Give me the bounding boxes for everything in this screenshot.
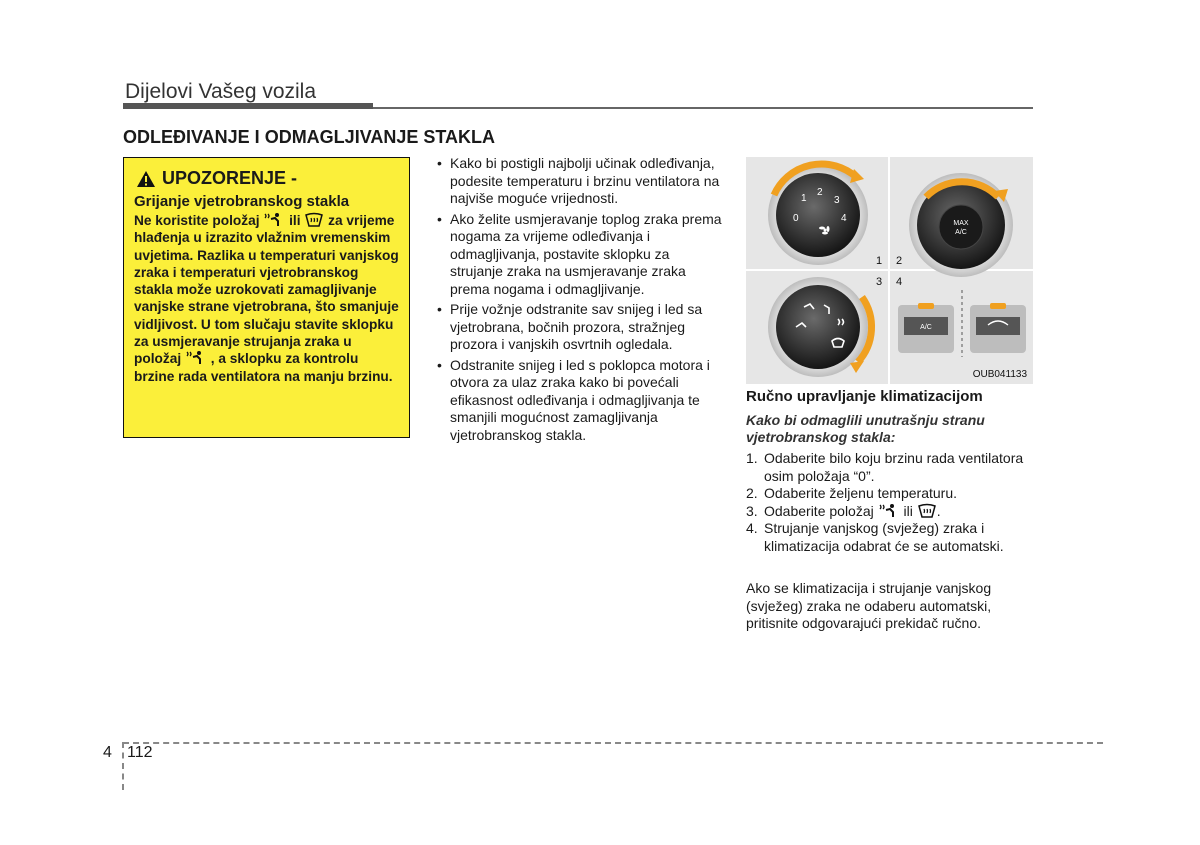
warning-box	[123, 157, 410, 438]
defrost-floor-icon	[878, 503, 900, 519]
section-title: ODLEĐIVANJE I ODMAGLJIVANJE STAKLA	[123, 127, 496, 147]
step-number: 3.	[746, 502, 758, 519]
footer-divider-vertical	[122, 742, 124, 790]
ac-button	[898, 303, 954, 353]
fan-speed-label: 2	[817, 187, 823, 198]
step-text: Strujanje vanjskog (svježeg) zraka i klimatizacija odabrat će se automatski.	[764, 520, 1004, 554]
warning-label: UPOZORENJE -	[162, 168, 298, 188]
step-text: Odaberite bilo koju brzinu rada ventilatora osim položaja “0”.	[764, 450, 1024, 484]
chapter-number: 4	[103, 744, 112, 761]
fan-speed-label: 3	[834, 195, 840, 206]
step-number: 4.	[746, 520, 758, 536]
max-ac-label: A/C	[955, 229, 967, 236]
panel-number: 2	[896, 255, 903, 267]
warning-text-2: za vrijeme hlađenja u izrazito vlažnim vremenskim uvjetima. Razlika u temperaturi vanjskog zraka i temperaturi vjetrobranskog stakla može uzrokovati zamagljivanje vanjske strane vjetrobrana, što smanjuje vidljivost. U tom slučaju stavite sklopku za usmjeravanje strujanja zraka u položaj	[134, 213, 399, 367]
panel-number: 1	[876, 255, 883, 267]
warning-header	[136, 168, 399, 189]
manual-note: Ako se klimatizacija i strujanje vanjskog (svježeg) zraka ne odaberu automatski, pritisnite odgovarajući prekidač ručno.	[746, 580, 992, 631]
defrost-tips	[437, 155, 725, 447]
step-number: 1.	[746, 450, 758, 466]
warning-text	[134, 212, 399, 385]
warning-text-1: Ne koristite položaj	[134, 213, 260, 228]
ac-button-label: A/C	[920, 324, 932, 331]
page-number: 112	[127, 744, 153, 761]
warning-subtitle: Grijanje vjetrobranskog stakla	[134, 193, 350, 210]
manual-control-subtitle: Kako bi odmaglili unutrašnju stranu vjetrobranskog stakla:	[746, 412, 985, 445]
header-rule-thin	[373, 107, 1033, 109]
chapter-title: Dijelovi Vašeg vozila	[125, 80, 317, 103]
step-text: ili	[903, 502, 913, 519]
windshield-defrost-icon	[304, 212, 324, 228]
list-item: • Ako želite usmjeravanje toplog zraka prema nogama za vrijeme odleđivanja i odmagljivanja, postavite sklopku za strujanje zraka na usmjeravanje zraka prema nogama i odmagljivanje.	[437, 211, 725, 299]
list-item	[746, 450, 1036, 485]
step-text: Odaberite položaj	[764, 502, 874, 519]
panel-number: 4	[896, 276, 903, 288]
manual-steps	[746, 450, 1036, 555]
fan-speed-label: 4	[841, 213, 847, 224]
step-text: Odaberite željenu temperaturu.	[764, 485, 957, 501]
max-ac-label: MAX	[953, 220, 969, 227]
defrost-floor-icon	[185, 350, 207, 366]
climate-control-figure	[746, 157, 1033, 384]
windshield-defrost-icon	[917, 503, 937, 519]
climate-control-illustration	[746, 157, 1033, 384]
fan-speed-knob	[768, 164, 868, 265]
warning-text-3: , a sklopku za kontrolu brzine rada ventilatora na manju brzinu.	[134, 351, 393, 384]
step-number: 2.	[746, 485, 758, 501]
list-item: • Kako bi postigli najbolji učinak odleđivanja, podesite temperaturu i brzinu ventilatora na najviše moguće vrijednosti.	[437, 155, 725, 208]
list-item: • Odstranite snijeg i led s poklopca motora i otvora za ulaz zraka kako bi povećali efikasnost odleđivanja i odmagljivanja te smanjili mogućnost zamagljivanja vjetrobranskog stakla.	[437, 357, 725, 445]
panel-number: 3	[876, 276, 883, 288]
fan-speed-label: 0	[793, 213, 799, 224]
list-item: • Prije vožnje odstranite sav snijeg i led sa vjetrobrana, bočnih prozora, stražnjeg prozora i vanjskih osvrtnih ogledala.	[437, 301, 725, 354]
list-item	[746, 485, 1036, 503]
warning-triangle-icon	[136, 170, 156, 188]
fan-speed-label: 1	[801, 193, 807, 204]
temperature-knob	[909, 173, 1013, 277]
header-rule	[123, 103, 373, 109]
step-text: .	[936, 502, 941, 519]
list-item	[746, 503, 1036, 521]
list-item	[746, 520, 1036, 555]
figure-code: OUB041133	[972, 369, 1027, 380]
manual-control-title: Ručno upravljanje klimatizacijom	[746, 388, 983, 405]
footer-divider	[123, 742, 1103, 744]
recirculation-button	[970, 303, 1026, 353]
defrost-floor-icon	[263, 212, 285, 228]
warning-text-ili: ili	[289, 213, 301, 228]
